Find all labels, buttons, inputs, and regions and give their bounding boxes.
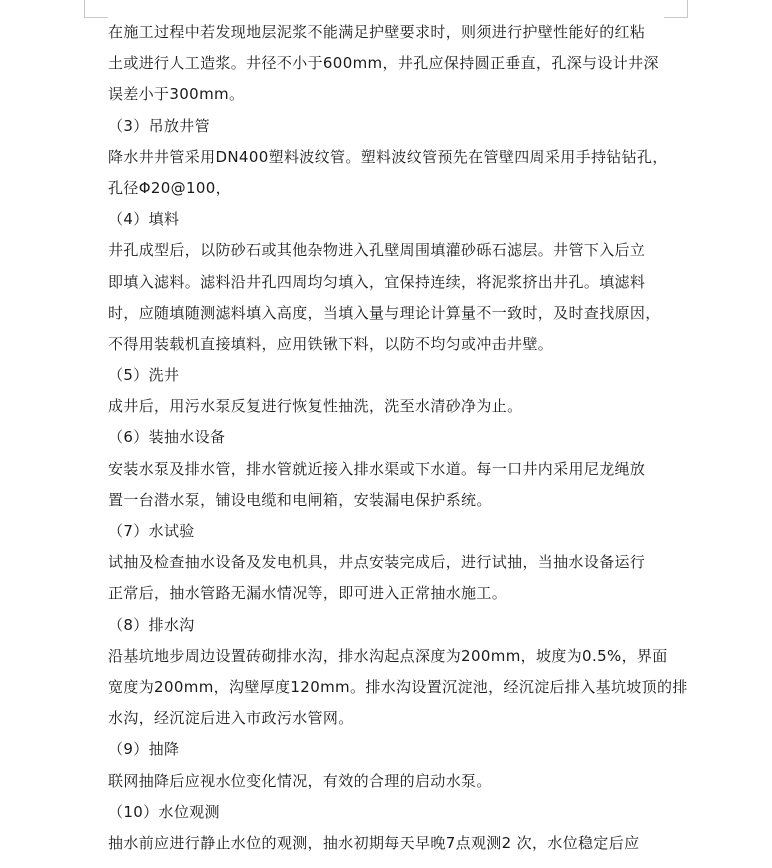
paragraph-line: 正常后，抽水管路无漏水情况等，即可进入正常抽水施工。 <box>108 584 508 603</box>
section-heading: （3）吊放井管 <box>108 116 210 135</box>
paragraph-line: 降水井井管采用DN400塑料波纹管。塑料波纹管预先在管壁四周采用手持钻钻孔， <box>108 147 668 166</box>
paragraph-line: 时，应随填随测滤料填入高度，当填入量与理论计算量不一致时，及时查找原因， <box>108 303 661 322</box>
paragraph-line: 在施工过程中若发现地层泥浆不能满足护壁要求时，则须进行护壁性能好的红粘 <box>108 23 646 41</box>
section-heading: （7）水试验 <box>108 522 195 540</box>
paragraph-line: 联网抽降后应视水位变化情况，有效的合理的启动水泵。 <box>108 771 492 790</box>
paragraph-line: 沿基坑地步周边设置砖砌排水沟，排水沟起点深度为200mm，坡度为0.5%，界面 <box>108 646 668 665</box>
paragraph-line: 土或进行人工造浆。井径不小于600mm，井孔应保持圆正垂直，孔深与设计井深 <box>108 54 659 73</box>
paragraph-line: 置一台潜水泵，铺设电缆和电闸箱，安装漏电保护系统。 <box>108 490 492 509</box>
paragraph-line: 孔径Φ20@100， <box>108 178 232 197</box>
crop-mark-left-vertical <box>84 0 85 17</box>
paragraph-line: 不得用装载机直接填料，应用铁锹下料，以防不均匀或冲击井壁。 <box>108 334 554 353</box>
paragraph-line: 成井后，用污水泵反复进行恢复性抽洗，洗至水清砂净为止。 <box>108 397 523 416</box>
paragraph-line: 抽水前应进行静止水位的观测，抽水初期每天早晚7点观测2 次，水位稳定后应 <box>108 833 640 852</box>
section-heading: （8）排水沟 <box>108 615 195 634</box>
section-heading: （5）洗井 <box>108 366 180 385</box>
section-heading: （9）抽降 <box>108 740 180 759</box>
paragraph-line: 试抽及检查抽水设备及发电机具，井点安装完成后，进行试抽，当抽水设备运行 <box>108 553 646 572</box>
paragraph-line: 井孔成型后，以防砂石或其他杂物进入孔壁周围填灌砂砾石滤层。井管下入后立 <box>108 241 646 260</box>
paragraph-line: 安装水泵及排水管，排水管就近接入排水渠或下水道。每一口井内采用尼龙绳放 <box>108 459 646 478</box>
section-heading: （10）水位观测 <box>108 802 220 821</box>
crop-mark-right-vertical <box>687 0 688 17</box>
crop-mark-left-horizontal <box>84 17 108 18</box>
paragraph-line: 误差小于300mm。 <box>108 85 245 104</box>
paragraph-line: 即填入滤料。滤料沿井孔四周均匀填入，宜保持连续，将泥浆挤出井孔。填滤料 <box>108 272 646 291</box>
paragraph-line: 宽度为200mm，沟壁厚度120mm。排水沟设置沉淀池，经沉淀后排入基坑坡顶的排 <box>108 677 688 696</box>
document-body <box>108 17 688 859</box>
section-heading: （4）填料 <box>108 210 180 229</box>
section-heading: （6）装抽水设备 <box>108 428 226 447</box>
paragraph-line: 水沟，经沉淀后进入市政污水管网。 <box>108 709 354 728</box>
